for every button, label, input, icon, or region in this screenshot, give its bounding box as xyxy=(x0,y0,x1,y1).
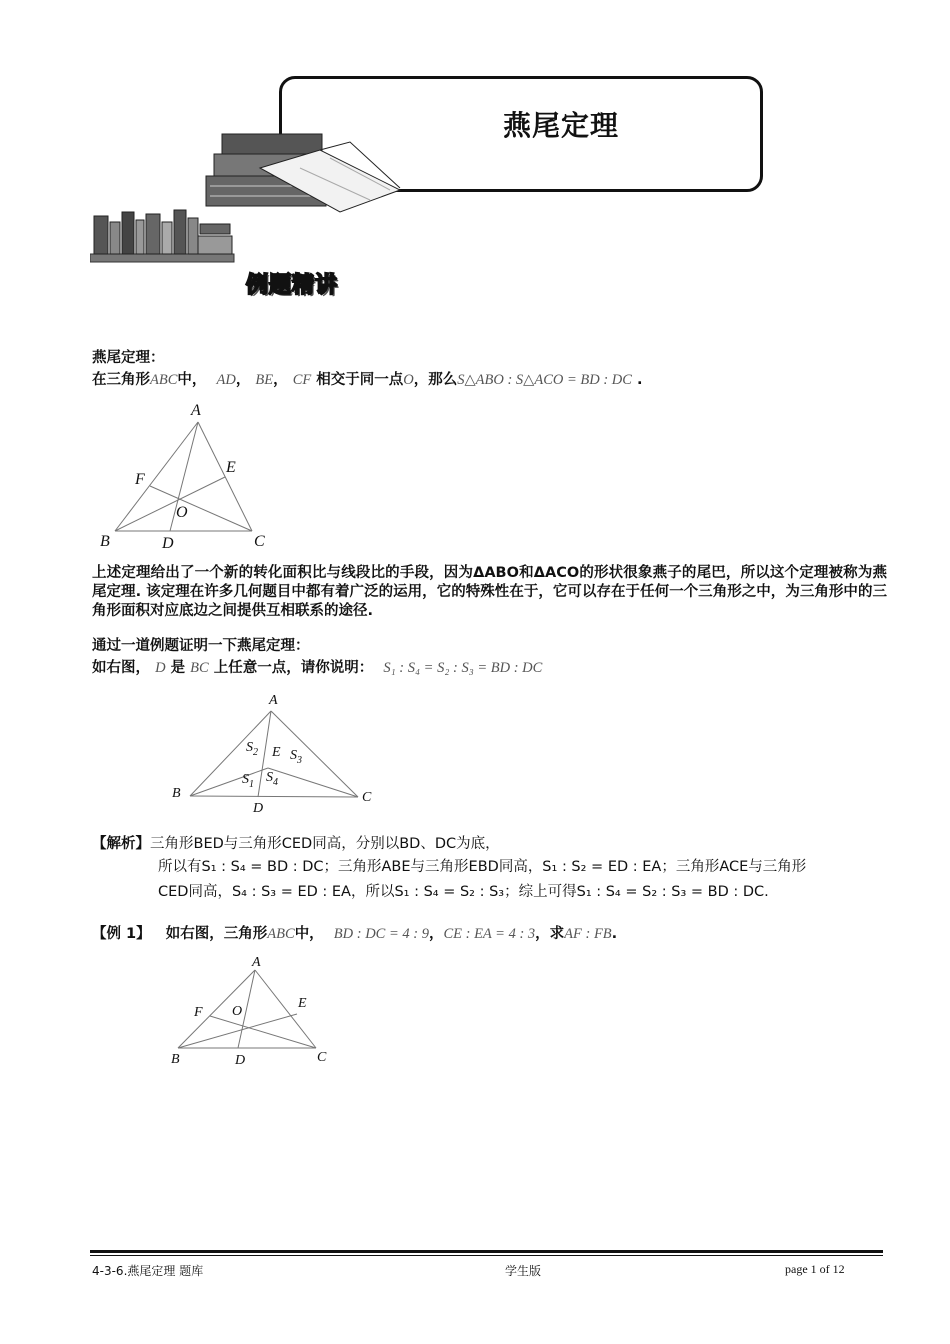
solution-text-1: 三角形BED与三角形CED同高，分别以BD、DC为底， xyxy=(150,836,500,852)
fig3-label-f: F xyxy=(194,1005,203,1020)
example-in: 中， xyxy=(294,926,324,942)
solution-tag: 【解析】 xyxy=(92,836,150,852)
fig1-label-f: F xyxy=(135,471,145,488)
fig2-label-e: E xyxy=(272,745,281,760)
fig3-label-e: E xyxy=(298,996,307,1011)
example-triangle: ABC xyxy=(267,926,295,942)
example-ask: ，求 xyxy=(535,926,565,942)
example-1-question: 【例 1】 如右图，三角形ABC中， BD : DC = 4 : 9，CE : EA = 4 : 3，求AF : FB. xyxy=(92,926,618,942)
fig2-label-d: D xyxy=(253,801,264,816)
page-title: 燕尾定理 xyxy=(503,109,620,142)
triangle-abc: ABC xyxy=(150,372,178,388)
solution-line-3: CED同高，S₄ : S₃ = ED : EA，所以S₁ : S₄ = S₂ : S₃；综上可得S₁ : S₄ = S₂ : S₃ = BD : DC. xyxy=(158,884,769,900)
footer-center: 学生版 xyxy=(505,1264,542,1278)
solution-line-2: 所以有S₁ : S₄ = BD : DC；三角形ABE与三角形EBD同高，S₁ : S₂ = ED : EA；三角形ACE与三角形 xyxy=(158,859,807,875)
s3-letter: S xyxy=(290,748,297,763)
fig2-label-c: C xyxy=(362,790,372,805)
proof-formula: S₁ : S₄ = S₂ : S₃ = BD : DC xyxy=(383,660,543,676)
example-end: . xyxy=(611,926,618,942)
fig2-label-s2 xyxy=(246,740,258,758)
ratio-af-fb: AF : FB xyxy=(564,926,612,942)
segment-bc: BC xyxy=(190,660,209,676)
fig3-label-o: O xyxy=(232,1004,243,1019)
theorem-then: ，那么 xyxy=(413,372,458,388)
theorem-end: . xyxy=(636,372,643,388)
s3-index: 3 xyxy=(297,754,302,766)
s1-index: 1 xyxy=(249,778,254,790)
figure-1-triangle xyxy=(100,400,280,555)
proof-prefix: 如右图， xyxy=(92,660,150,676)
theorem-label: 燕尾定理： xyxy=(92,350,165,366)
theorem-meet: 相交于同一点 xyxy=(316,372,404,388)
sep-2: ， xyxy=(273,372,288,388)
point-d: D xyxy=(155,660,166,676)
footer-left: 4-3-6.燕尾定理 题库 xyxy=(92,1264,204,1278)
theorem-formula: S△ABO : S△ACO = BD : DC xyxy=(457,372,632,388)
section-title: 例题精讲 xyxy=(246,273,339,298)
fig3-label-a: A xyxy=(252,955,261,970)
proof-question xyxy=(92,658,542,678)
footer-divider-thick xyxy=(90,1250,883,1253)
fig2-label-a: A xyxy=(269,693,278,708)
segment-cf: CF xyxy=(292,372,312,388)
fig3-label-b: B xyxy=(171,1052,180,1067)
fig1-label-e: E xyxy=(226,459,236,476)
fig1-label-c: C xyxy=(254,533,265,550)
ratio-bd-dc: BD : DC = 4 : 9 xyxy=(333,926,429,942)
fig1-label-b: B xyxy=(100,533,110,550)
sep-1: ， xyxy=(235,372,251,388)
proof-rest: 上任意一点，请你说明： xyxy=(213,660,374,676)
theorem-in: 中， xyxy=(177,372,207,388)
explanation-paragraph: 上述定理给出了一个新的转化面积比与线段比的手段，因为ΔABO和ΔACO的形状很象燕子的尾巴，所以这个定理被称为燕尾定理. 该定理在许多几何题目中都有着广泛的运用，它的特殊性在于，它可以存在于任何一个三角形之中，为三角形中的三角形面积对应底边之间提供互相联系的途径. xyxy=(92,565,887,619)
s1-letter: S xyxy=(242,772,249,787)
s4-letter: S xyxy=(266,770,273,785)
footer-divider-thin xyxy=(90,1255,883,1256)
bookshelf-icon xyxy=(90,208,236,264)
theorem-statement xyxy=(92,370,643,390)
footer-page: page 1 of 12 xyxy=(785,1262,845,1276)
theorem-prefix: 在三角形 xyxy=(92,372,150,388)
fig1-label-d: D xyxy=(162,535,174,552)
fig1-label-o: O xyxy=(176,504,188,521)
example-text: 如右图，三角形 xyxy=(165,926,268,942)
fig3-label-c: C xyxy=(317,1050,327,1065)
fig2-label-s3 xyxy=(290,748,302,766)
s2-letter: S xyxy=(246,740,253,755)
fig2-label-s1 xyxy=(242,772,254,790)
segment-be: BE xyxy=(255,372,274,388)
segment-ad: AD xyxy=(216,372,236,388)
fig3-label-d: D xyxy=(235,1053,246,1068)
fig1-label-a: A xyxy=(191,402,201,419)
books-icon xyxy=(200,128,410,214)
ratio-ce-ea: CE : EA = 4 : 3 xyxy=(443,926,536,942)
proof-on: 是 xyxy=(170,660,186,676)
s2-index: 2 xyxy=(253,746,258,758)
example-tag: 【例 1】 xyxy=(92,926,151,942)
proof-intro: 通过一道例题证明一下燕尾定理： xyxy=(92,638,310,654)
s4-index: 4 xyxy=(273,776,278,788)
solution-line-1 xyxy=(92,834,500,854)
point-o: O xyxy=(403,372,414,388)
fig2-label-s4 xyxy=(266,770,278,788)
fig2-label-b: B xyxy=(172,786,181,801)
